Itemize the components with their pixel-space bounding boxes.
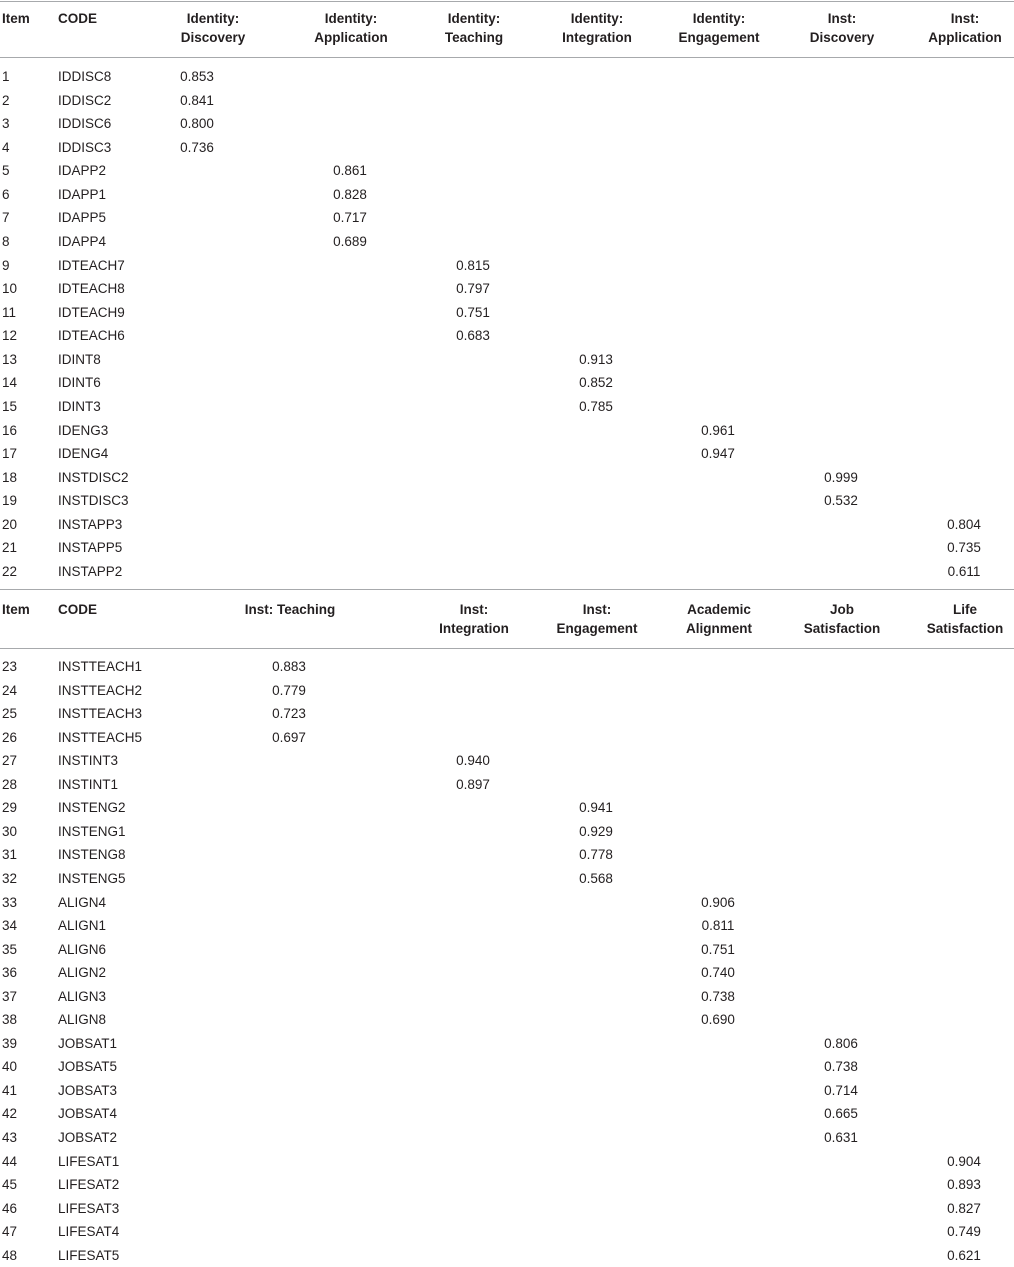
row-code: INSTTEACH2 [58,682,143,698]
row-code: IDTEACH7 [58,257,125,273]
row-loading-value: 0.621 [947,1247,981,1263]
row-loading-value: 0.749 [947,1224,981,1240]
row-code: LIFESAT1 [58,1153,120,1169]
row-code: IDAPP2 [58,163,107,179]
table1-header-identity-integration [562,9,632,47]
row-item-number: 31 [2,847,18,863]
row-code: INSTENG1 [58,823,126,839]
header-line1: Identity: [570,11,624,26]
row-item-number: 21 [2,540,18,556]
row-code: JOBSAT5 [58,1059,118,1075]
row-item-number: 9 [2,257,10,273]
row-item-number: 5 [2,163,10,179]
row-item-number: 2 [2,92,10,108]
row-item-number: 13 [2,351,18,367]
row-loading-value: 0.841 [180,92,214,108]
table1-header-identity-discovery [181,9,246,47]
row-code: ALIGN8 [58,1012,107,1028]
header-line2: Integration [562,30,632,45]
row-item-number: 47 [2,1224,18,1240]
header-line2: Engagement [678,30,760,45]
table2-header-inst-engagement [556,600,637,638]
row-item-number: 40 [2,1059,18,1075]
row-loading-value: 0.611 [947,563,981,579]
row-loading-value: 0.714 [824,1082,858,1098]
row-item-number: 14 [2,375,18,391]
row-code: ALIGN2 [58,965,107,981]
row-item-number: 1 [2,69,10,84]
header-line1: Inst: [950,11,980,26]
row-loading-value: 0.804 [947,516,981,532]
row-loading-value: 0.893 [947,1177,981,1193]
row-item-number: 7 [2,210,10,226]
row-loading-value: 0.929 [579,823,613,839]
row-code: INSTENG8 [58,847,126,863]
row-code: LIFESAT4 [58,1224,120,1240]
row-loading-value: 0.717 [333,210,367,226]
row-item-number: 15 [2,398,18,414]
row-loading-value: 0.940 [456,753,490,769]
row-item-number: 3 [2,116,10,132]
row-code: ALIGN4 [58,894,107,910]
row-loading-value: 0.947 [701,446,735,462]
row-item-number: 42 [2,1106,18,1122]
row-loading-value: 0.751 [456,304,490,320]
row-code: LIFESAT2 [58,1177,120,1193]
header-line1: Inst: [459,602,489,617]
table1-header-inst-application [928,9,1002,47]
header-line1: Inst: [827,11,857,26]
header-line1: Identity: [692,11,746,26]
row-item-number: 30 [2,823,18,839]
row-item-number: 41 [2,1082,18,1098]
row-item-number: 37 [2,988,18,1004]
row-loading-value: 0.568 [579,870,613,886]
row-loading-value: 0.735 [947,540,981,556]
row-loading-value: 0.738 [701,988,735,1004]
row-item-number: 43 [2,1130,18,1145]
row-code: IDAPP4 [58,233,107,249]
row-code: IDINT3 [58,398,101,414]
row-loading-value: 0.906 [701,894,735,910]
header-line2: Satisfaction [926,621,1004,636]
row-code: LIFESAT5 [58,1247,120,1263]
table1-header-item [2,9,30,28]
row-code: IDTEACH9 [58,304,125,320]
header-line2: Teaching [444,30,504,45]
row-code: INSTDISC3 [58,493,129,509]
row-item-number: 24 [2,682,18,698]
table2-header-item [2,600,30,619]
row-loading-value: 0.828 [333,186,367,202]
row-code: INSTTEACH3 [58,706,143,722]
row-code: IDINT8 [58,351,101,367]
header-line2: Satisfaction [803,621,881,636]
row-loading-value: 0.811 [701,918,735,934]
row-code: IDENG3 [58,422,109,438]
row-code: IDAPP5 [58,210,107,226]
row-loading-value: 0.690 [701,1012,735,1028]
row-loading-value: 0.941 [579,800,613,816]
header-line1: Identity: [324,11,378,26]
header-line1: Identity: [186,11,240,26]
row-item-number: 48 [2,1247,18,1263]
row-item-number: 8 [2,233,10,249]
header-line2: Application [314,30,388,45]
header-line2: Discovery [809,30,875,45]
row-code: INSTAPP2 [58,563,123,579]
row-code: IDTEACH8 [58,281,125,297]
row-code: IDDISC3 [58,139,112,155]
row-code: INSTENG5 [58,870,126,886]
row-loading-value: 0.999 [824,469,858,485]
row-loading-value: 0.815 [456,257,490,273]
row-loading-value: 0.827 [947,1200,981,1216]
row-item-number: 45 [2,1177,18,1193]
row-code: IDINT6 [58,375,101,391]
row-item-number: 12 [2,328,18,344]
table1-header-identity-engagement [678,9,759,47]
header-line1: Job [829,602,854,617]
row-item-number: 39 [2,1035,18,1051]
row-loading-value: 0.785 [579,398,613,414]
row-loading-value: 0.861 [333,163,367,179]
row-code: IDAPP1 [58,186,107,202]
row-loading-value: 0.697 [272,729,306,745]
row-code: ALIGN1 [58,918,107,934]
table2-header-rule [0,648,1014,649]
row-item-number: 26 [2,729,18,745]
row-item-number: 36 [2,965,18,981]
row-code: ALIGN6 [58,941,107,957]
row-loading-value: 0.853 [180,69,214,84]
table2-header-inst-integration [439,600,509,638]
table2-header-academic-alignment [686,600,752,638]
row-loading-value: 0.897 [456,776,490,792]
row-item-number: 28 [2,776,18,792]
row-loading-value: 0.778 [579,847,613,863]
row-item-number: 27 [2,753,18,769]
row-item-number: 33 [2,894,18,910]
header-line1: Identity: [447,11,501,26]
row-loading-value: 0.797 [456,281,490,297]
row-code: INSTTEACH1 [58,659,143,674]
row-loading-value: 0.913 [579,351,613,367]
row-item-number: 18 [2,469,18,485]
table2-header-inst-teaching [245,600,336,619]
row-code: INSTINT3 [58,753,119,769]
row-loading-value: 0.806 [824,1035,858,1051]
row-item-number: 4 [2,139,10,155]
row-loading-value: 0.800 [180,116,214,132]
row-loading-value: 0.532 [824,493,858,509]
header-line1: Inst: Teaching [244,602,336,617]
row-item-number: 32 [2,870,18,886]
row-loading-value: 0.904 [947,1153,981,1169]
row-item-number: 35 [2,941,18,957]
row-code: JOBSAT3 [58,1082,118,1098]
row-loading-value: 0.779 [272,682,306,698]
row-loading-value: 0.751 [701,941,735,957]
table2-header-code-label: CODE [58,602,98,617]
table1-header-inst-discovery [810,9,875,47]
row-item-number: 38 [2,1012,18,1028]
header-line2: Alignment [686,621,752,636]
table2-header-item-label: Item [2,602,30,617]
table1-header-code [58,9,97,28]
row-code: JOBSAT4 [58,1106,118,1122]
header-line2: Engagement [556,621,638,636]
row-code: LIFESAT3 [58,1200,120,1216]
table1-header-code-label: CODE [58,11,98,26]
row-loading-value: 0.961 [701,422,735,438]
row-item-number: 22 [2,563,18,579]
row-loading-value: 0.723 [272,706,306,722]
row-item-number: 46 [2,1200,18,1216]
row-item-number: 16 [2,422,18,438]
row-code: INSTAPP5 [58,540,123,556]
row-loading-value: 0.665 [824,1106,858,1122]
row-code: IDDISC2 [58,92,112,108]
table1-header-identity-application [314,9,388,47]
row-code: IDDISC8 [58,69,112,84]
table-divider-rule [0,589,1014,590]
row-item-number: 6 [2,186,10,202]
header-line1: Inst: [582,602,612,617]
row-code: INSTENG2 [58,800,126,816]
row-code: INSTTEACH5 [58,729,143,745]
row-item-number: 34 [2,918,18,934]
row-item-number: 17 [2,446,18,462]
row-code: INSTDISC2 [58,469,129,485]
header-line1: Academic [687,602,751,617]
row-item-number: 20 [2,516,18,532]
row-code: ALIGN3 [58,988,107,1004]
row-code: JOBSAT1 [58,1035,118,1051]
row-item-number: 23 [2,659,18,674]
row-loading-value: 0.883 [272,659,306,674]
row-code: INSTAPP3 [58,516,123,532]
row-item-number: 25 [2,706,18,722]
row-loading-value: 0.740 [701,965,735,981]
table2-header-code [58,600,97,619]
row-code: IDTEACH6 [58,328,125,344]
row-loading-value: 0.738 [824,1059,858,1075]
table1-top-rule [0,1,1014,2]
row-loading-value: 0.736 [180,139,214,155]
row-item-number: 11 [2,304,17,320]
row-item-number: 44 [2,1153,18,1169]
table2-header-life-satisfaction [927,600,1004,638]
table1-header-identity-teaching [445,9,503,47]
table2-header-job-satisfaction [804,600,881,638]
row-item-number: 19 [2,493,18,509]
row-code: IDENG4 [58,446,109,462]
header-line2: Integration [439,621,509,636]
row-loading-value: 0.852 [579,375,613,391]
row-code: INSTINT1 [58,776,119,792]
table1-header-rule [0,57,1014,58]
header-line2: Application [928,30,1002,45]
row-loading-value: 0.631 [824,1130,858,1145]
row-code: IDDISC6 [58,116,112,132]
row-item-number: 10 [2,281,18,297]
row-item-number: 29 [2,800,18,816]
table1-header-item-label: Item [2,11,30,26]
row-code: JOBSAT2 [58,1130,118,1145]
row-loading-value: 0.689 [333,233,367,249]
header-line2: Discovery [180,30,246,45]
row-loading-value: 0.683 [456,328,490,344]
header-line1: Life [952,602,977,617]
